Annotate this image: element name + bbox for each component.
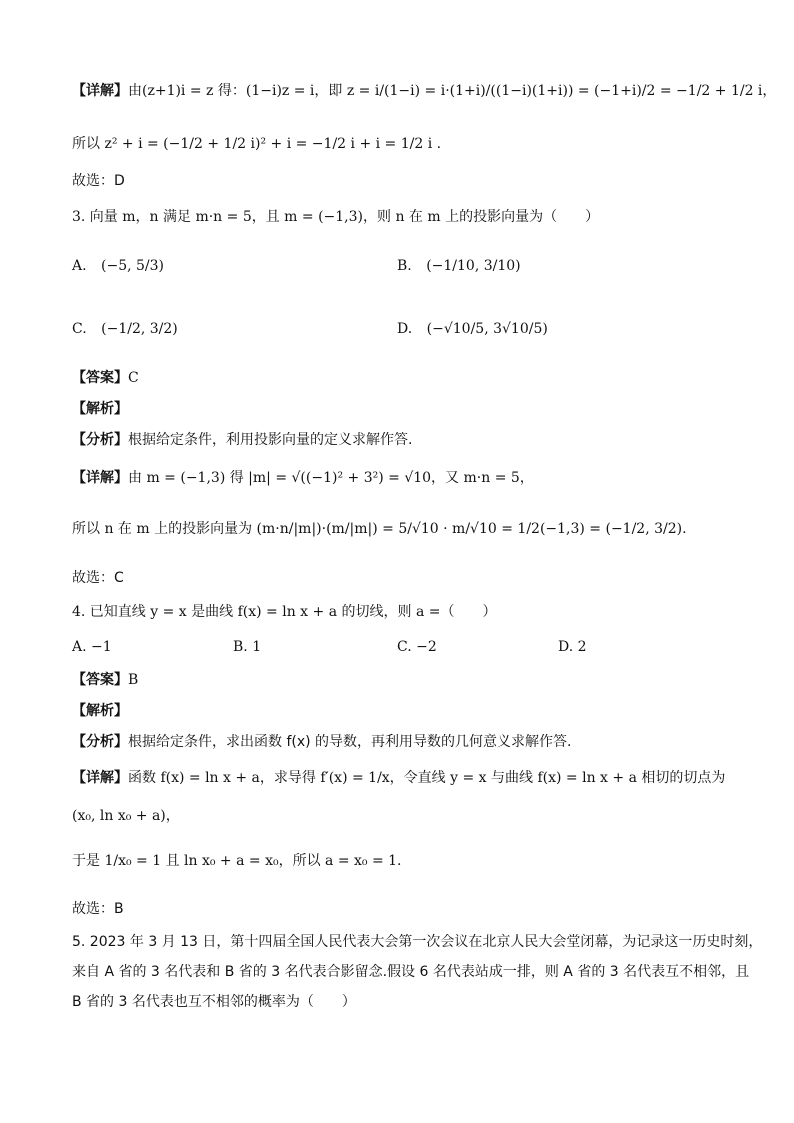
q4-option-b: B. 1: [233, 639, 262, 655]
answer-value: B: [128, 672, 139, 688]
q5-line1: 5. 2023 年 3 月 13 日，第十四届全国人民代表大会第一次会议在北京人民大会堂闭幕，为记录这一历史时刻，: [72, 934, 763, 950]
q5-line2: 来自 A 省的 3 名代表和 B 省的 3 名代表合影留念.假设 6 名代表站成一排，则 A 省的 3 名代表互不相邻，且: [72, 964, 750, 980]
q3-option-d: [397, 321, 548, 337]
q4-detail-line2: (x₀, ln x₀ + a)，: [72, 808, 180, 824]
answer-tag: 【答案】: [72, 672, 128, 688]
q4-fenxi: [72, 732, 572, 752]
option-c-label: C.: [72, 321, 87, 337]
q4-option-a: A. −1: [72, 639, 112, 655]
q2-detail-line: [72, 81, 776, 101]
fenxi-text: 根据给定条件，利用投影向量的定义求解作答.: [128, 432, 413, 448]
q4-stem: 4. 已知直线 y = x 是曲线 f(x) = ln x + a 的切线，则 a =（ ）: [72, 604, 497, 620]
fenxi-tag: 【分析】: [72, 432, 128, 448]
option-d-label: D.: [397, 321, 413, 337]
q3-answer: [72, 368, 139, 388]
q3-detail-text: 由 m = (−1,3) 得 |m| = √((−1)² + 3²) = √10，又 m·n = 5，: [128, 470, 534, 486]
q4-option-d: D. 2: [558, 639, 587, 655]
answer-tag: 【答案】: [72, 370, 128, 386]
q4-detail-text: 函数 f(x) = ln x + a，求导得 f′(x) = 1/x，令直线 y = x 与曲线 f(x) = ln x + a 相切的切点为: [128, 770, 726, 786]
q3-stem: 3. 向量 m，n 满足 m·n = 5，且 m = (−1,3)，则 n 在 m 上的投影向量为（ ）: [72, 209, 600, 225]
q2-so-line: 所以 z² + i = (−1/2 + 1/2 i)² + i = −1/2 i + i = 1/2 i .: [72, 136, 442, 152]
q4-answer: [72, 670, 138, 690]
option-b-text: (−1/10, 3/10): [426, 258, 521, 274]
q4-choice: 故选：B: [72, 901, 124, 917]
q4-option-c: C. −2: [397, 639, 437, 655]
q2-detail-text: 由(z+1)i = z 得：(1−i)z = i，即 z = i/(1−i) = i·(1+i)/((1−i)(1+i)) = (−1+i)/2 = −1/2 + 1/2 i，: [128, 83, 777, 99]
q4-detail-line1: [72, 768, 725, 788]
option-c-text: (−1/2, 3/2): [101, 321, 178, 337]
option-a-text: (−5, 5/3): [101, 258, 165, 274]
answer-value: C: [128, 370, 139, 386]
q3-choice: 故选：C: [72, 570, 124, 586]
q3-option-a: [72, 258, 164, 274]
q3-analysis-tag: 【解析】: [72, 401, 128, 417]
option-b-label: B.: [397, 258, 412, 274]
option-d-text: (−√10/5, 3√10/5): [426, 321, 548, 337]
fenxi-text: 根据给定条件，求出函数 f(x) 的导数，再利用导数的几何意义求解作答.: [128, 734, 572, 750]
detail-tag: 【详解】: [72, 770, 128, 786]
fenxi-tag: 【分析】: [72, 734, 128, 750]
q5-line3: B 省的 3 名代表也互不相邻的概率为（ ）: [72, 994, 356, 1010]
q3-detail-line: [72, 468, 534, 488]
q4-so-line: 于是 1/x₀ = 1 且 ln x₀ + a = x₀，所以 a = x₀ = 1.: [72, 853, 402, 869]
q3-option-b: [397, 258, 521, 274]
q3-option-c: [72, 321, 178, 337]
detail-tag: 【详解】: [72, 83, 128, 99]
q3-so-line: 所以 n 在 m 上的投影向量为 (m·n/|m|)·(m/|m|) = 5/√10 · m/√10 = 1/2(−1,3) = (−1/2, 3/2).: [72, 521, 687, 537]
q4-analysis-tag: 【解析】: [72, 703, 128, 719]
q3-fenxi: [72, 430, 412, 450]
detail-tag: 【详解】: [72, 470, 128, 486]
option-a-label: A.: [72, 258, 87, 274]
q2-choice: 故选：D: [72, 173, 125, 189]
